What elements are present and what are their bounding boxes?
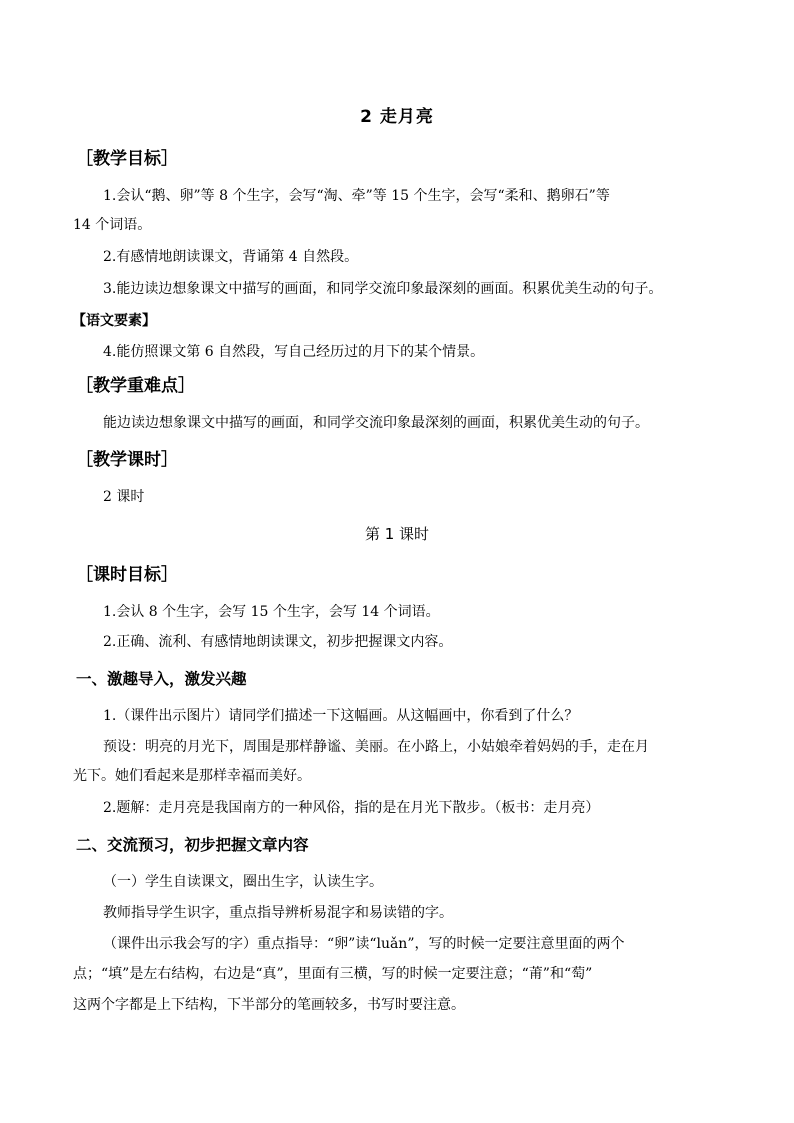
part2-line-4: 点；“填”是左右结构，右边是“真”，里面有三横，写的时候一定要注意；“莆”和“萄” [73, 966, 593, 982]
goal-line-4: 4.能仿照课文第 6 自然段，写自己经历过的月下的某个情景。 [103, 344, 485, 360]
lesson-title: 2 走月亮 [360, 107, 434, 127]
part2-line-3: （课件出示我会写的字）重点指导：“卵”读“luǎn”，写的时候一定要注意里面的两个 [103, 936, 625, 952]
part1-line-2: 预设：明亮的月光下，周围是那样静谧、美丽。在小路上，小姑娘牵着妈妈的手，走在月 [103, 739, 649, 755]
goal-line-2: 2.有感情地朗读课文，背诵第 4 自然段。 [103, 249, 359, 265]
key-points-heading: ［教学重难点］ [76, 376, 195, 396]
part2-line-1: （一）学生自读课文，圈出生字，认读生字。 [103, 874, 383, 890]
goals-heading: ［教学目标］ [76, 149, 178, 169]
lesson1-goals-heading: ［课时目标］ [76, 565, 178, 585]
lesson1-title: 第 1 课时 [364, 525, 430, 543]
key-points-text: 能边读边想象课文中描写的画面，和同学交流印象最深刻的画面，积累优美生动的句子。 [103, 415, 649, 431]
part1-line-4: 2.题解：走月亮是我国南方的一种风俗，指的是在月光下散步。（板书：走月亮） [103, 800, 600, 816]
lesson1-goal-2: 2.正确、流利、有感情地朗读课文，初步把握课文内容。 [103, 634, 453, 650]
part1-line-3: 光下。她们看起来是那样幸福而美好。 [73, 768, 311, 784]
language-element-tag: 【语文要素】 [72, 313, 156, 329]
goal-line-3: 3.能边读边想象课文中描写的画面，和同学交流印象最深刻的画面。积累优美生动的句子。 [103, 281, 663, 297]
class-hours-heading: ［教学课时］ [76, 450, 178, 470]
part2-line-5: 这两个字都是上下结构，下半部分的笔画较多，书写时要注意。 [73, 997, 465, 1013]
goal-line-1: 1.会认“鹅、卵”等 8 个生字，会写“淘、牵”等 15 个生字，会写“柔和、鹅卵石”等 [103, 188, 610, 204]
lesson1-goal-1: 1.会认 8 个生字，会写 15 个生字，会写 14 个词语。 [103, 604, 440, 620]
part2-line-2: 教师指导学生识字，重点指导辨析易混字和易读错的字。 [103, 905, 453, 921]
part1-line-1: 1.（课件出示图片）请同学们描述一下这幅画。从这幅画中，你看到了什么？ [103, 708, 579, 724]
goal-line-1-continued: 14 个词语。 [73, 217, 152, 233]
class-hours-text: 2 课时 [103, 489, 145, 505]
part1-title: 一、激趣导入，激发兴趣 [76, 670, 247, 688]
part2-title: 二、交流预习，初步把握文章内容 [76, 836, 309, 854]
